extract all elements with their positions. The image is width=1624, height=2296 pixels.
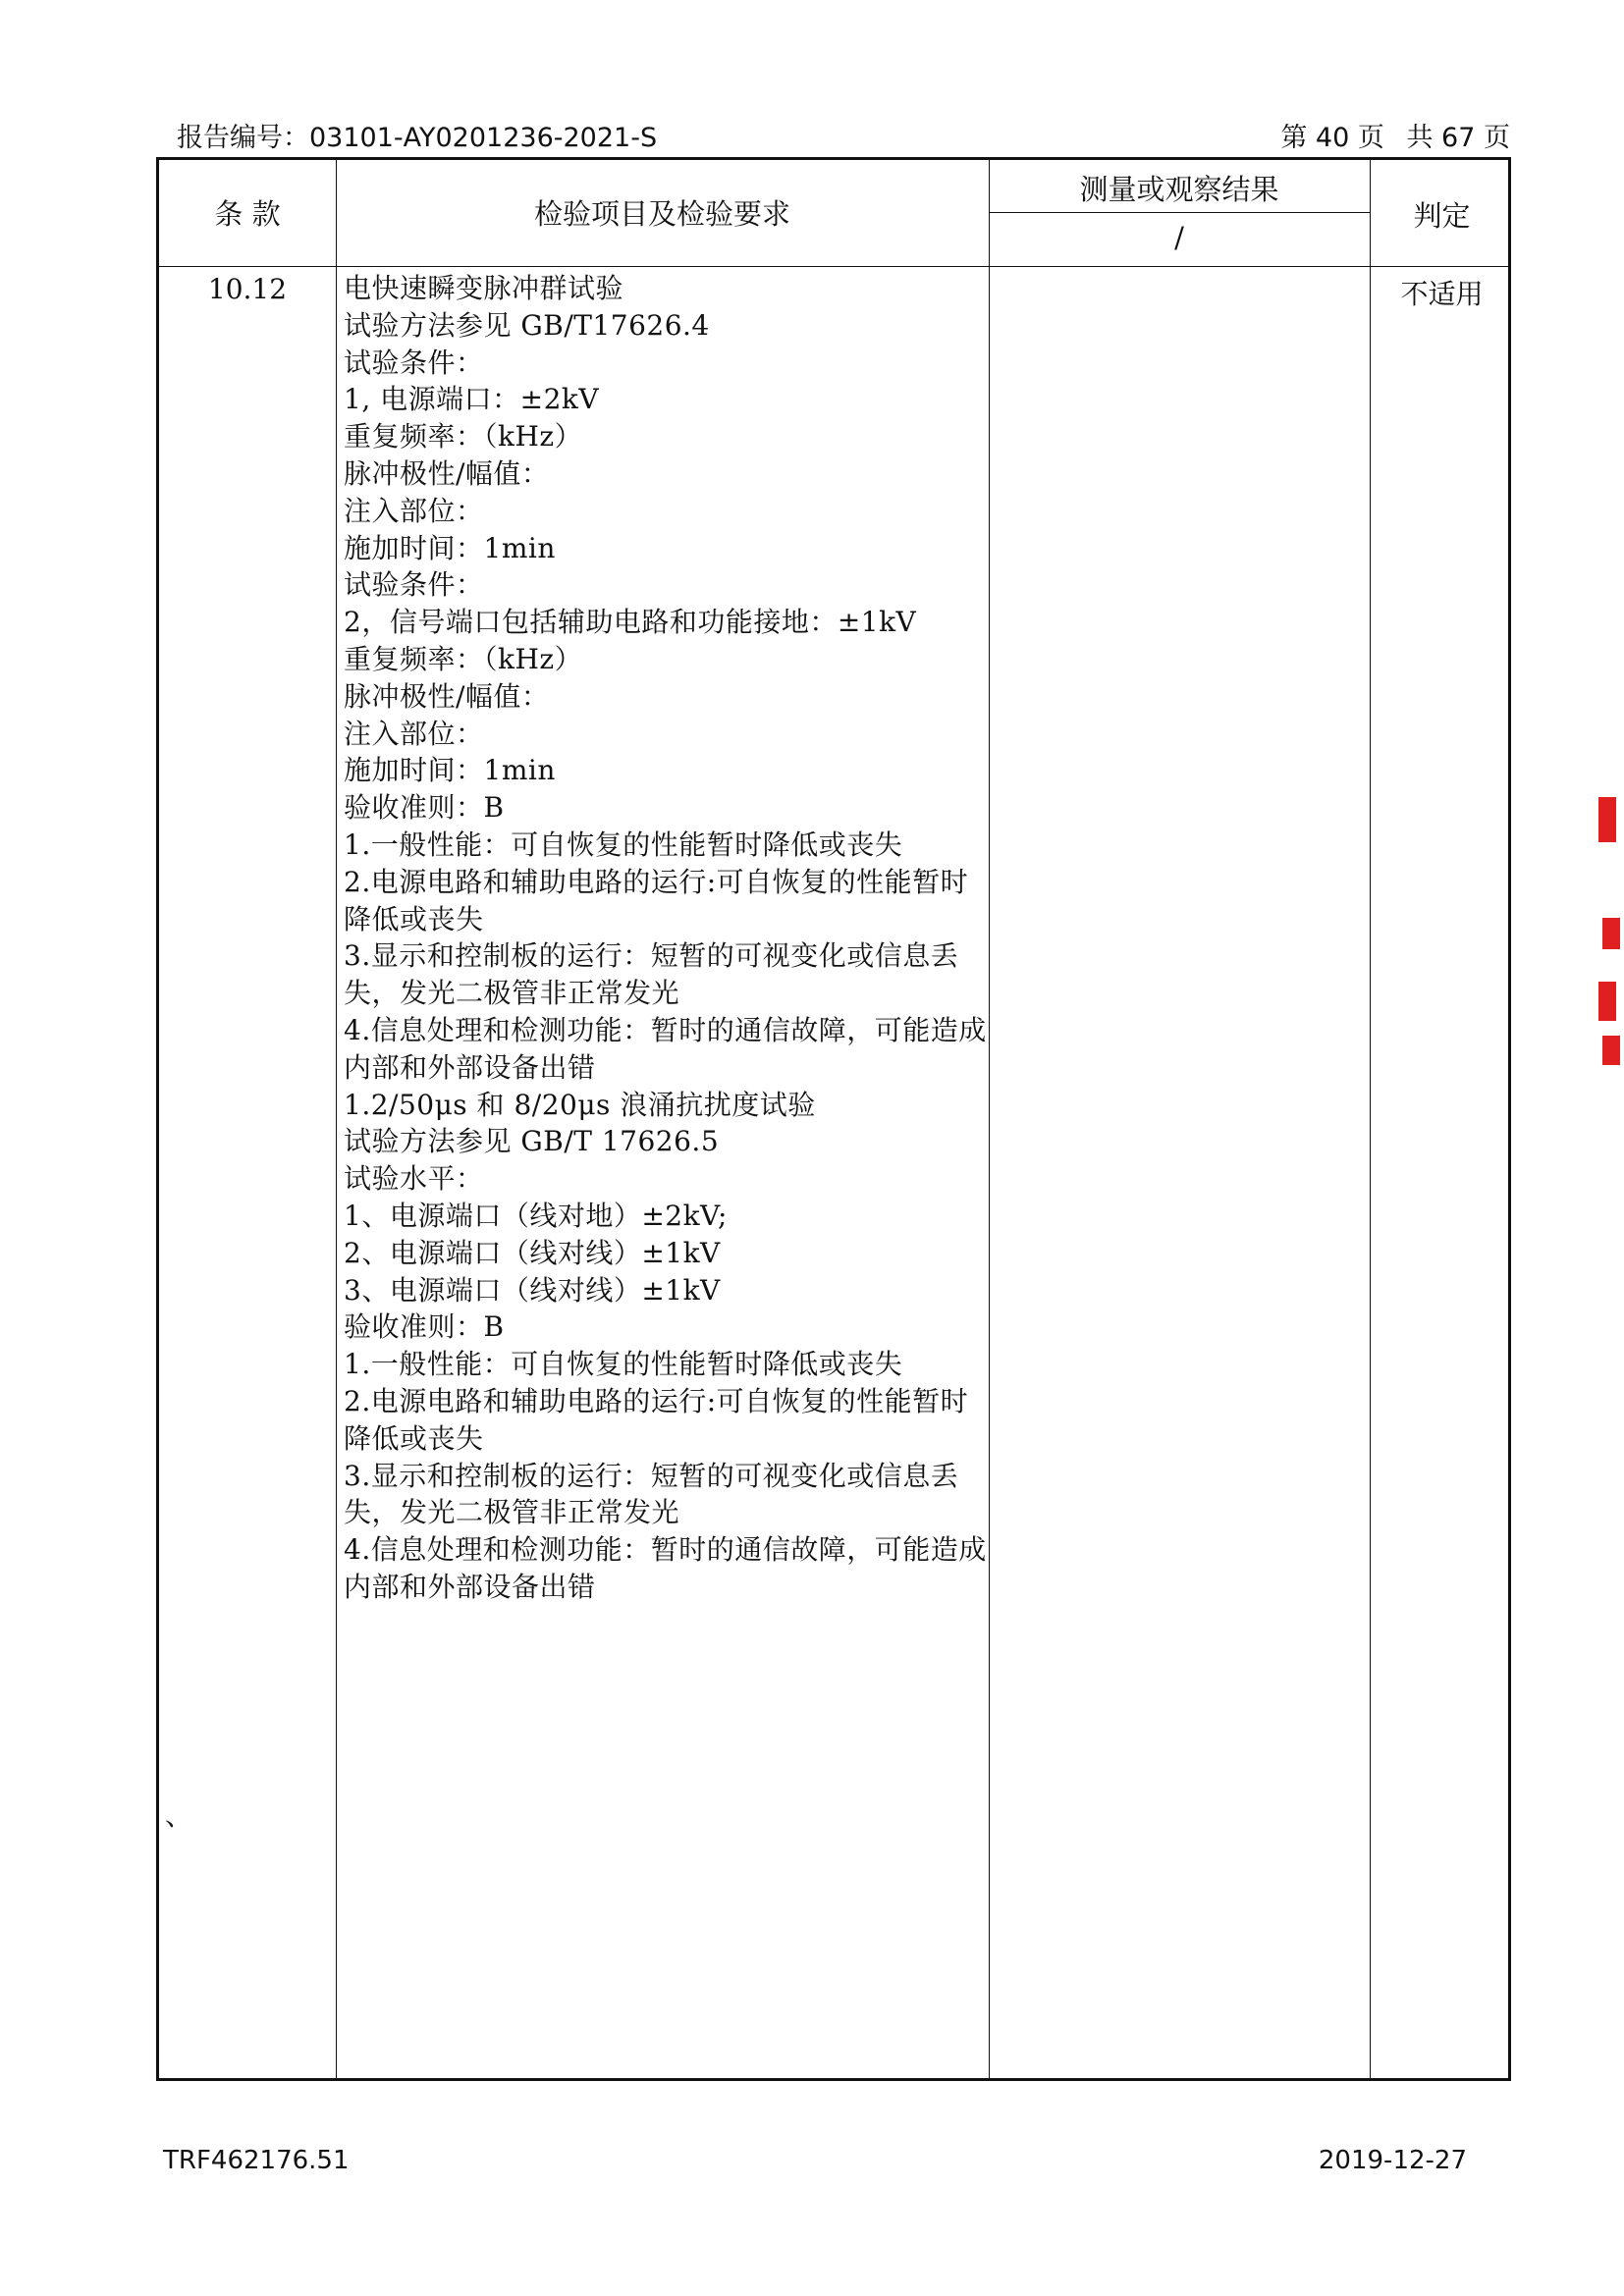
requirement-line: 注入部位： xyxy=(344,494,484,527)
requirement-line: 1, 电源端口：±2kV xyxy=(344,383,600,416)
page-header xyxy=(177,116,1510,155)
col-result-header: 测量或观察结果 xyxy=(1079,173,1279,206)
requirement-line: 4.信息处理和检测功能：暂时的通信故障，可能造成 xyxy=(344,1013,987,1046)
seal-mark xyxy=(1598,797,1616,842)
requirement-line: 电快速瞬变脉冲群试验 xyxy=(344,272,624,304)
requirement-line: 3.显示和控制板的运行：短暂的可视变化或信息丢 xyxy=(344,939,959,973)
requirement-line: 试验水平： xyxy=(344,1162,484,1196)
footer-date: 2019-12-27 xyxy=(1318,2146,1467,2175)
col-divider xyxy=(1370,160,1371,2078)
report-number: 报告编号：03101-AY0201236-2021-S xyxy=(177,123,658,153)
requirement-line: 内部和外部设备出错 xyxy=(344,1050,596,1084)
seal-mark xyxy=(1602,918,1620,949)
requirement-line: 1、电源端口（线对地）±2kV; xyxy=(344,1199,728,1232)
requirement-line: 重复频率：（kHz） xyxy=(344,420,583,454)
page-total: 共 67 页 xyxy=(1406,123,1510,153)
col-divider xyxy=(336,160,337,2078)
requirement-line: 试验方法参见 GB/T17626.4 xyxy=(344,308,710,342)
requirement-line: 注入部位： xyxy=(344,717,484,750)
col-requirement-header: 检验项目及检验要求 xyxy=(533,197,790,231)
requirement-line: 验收准则：B xyxy=(344,1310,505,1344)
requirement-line: 失，发光二极管非正常发光 xyxy=(344,977,680,1010)
col-verdict-header: 判定 xyxy=(1413,199,1471,233)
page-current: 第 40 页 xyxy=(1280,123,1384,153)
requirement-line: 降低或丧失 xyxy=(344,1421,484,1455)
requirement-line: 2.电源电路和辅助电路的运行:可自恢复的性能暂时 xyxy=(344,865,969,898)
requirement-line: 2.电源电路和辅助电路的运行:可自恢复的性能暂时 xyxy=(344,1384,969,1417)
requirement-line: 2、电源端口（线对线）±1kV xyxy=(344,1236,721,1269)
requirement-list xyxy=(344,270,987,1606)
requirement-line: 3、电源端口（线对线）±1kV xyxy=(344,1273,721,1307)
requirement-line: 2，信号端口包括辅助电路和功能接地：±1kV xyxy=(344,606,917,639)
requirement-line: 施加时间：1min xyxy=(344,754,556,787)
requirement-line: 3.显示和控制板的运行：短暂的可视变化或信息丢 xyxy=(344,1459,959,1492)
seal-mark xyxy=(1602,1036,1620,1065)
requirement-line: 重复频率：（kHz） xyxy=(344,642,583,675)
col-divider xyxy=(989,160,990,2078)
requirement-line: 失，发光二极管非正常发光 xyxy=(344,1496,680,1529)
requirement-line: 试验条件： xyxy=(344,568,484,602)
requirement-line: 脉冲极性/幅值： xyxy=(344,679,550,713)
requirement-line: 试验条件： xyxy=(344,346,484,379)
verdict-value: 不适用 xyxy=(1400,278,1484,310)
requirement-line: 脉冲极性/幅值： xyxy=(344,456,550,490)
col-clause-header: 条 款 xyxy=(214,197,281,231)
requirement-line: 降低或丧失 xyxy=(344,902,484,935)
clause-number: 10.12 xyxy=(207,273,288,305)
col-result-subheader: / xyxy=(1174,221,1184,254)
requirement-line: 4.信息处理和检测功能：暂时的通信故障，可能造成 xyxy=(344,1533,987,1567)
inspection-table xyxy=(156,157,1511,2081)
header-row-divider xyxy=(159,266,1508,267)
requirement-line: 施加时间：1min xyxy=(344,531,556,564)
page-indicator xyxy=(1267,116,1510,154)
stray-mark: 、 xyxy=(165,1799,193,1832)
seal-mark xyxy=(1598,982,1616,1021)
result-sub-divider xyxy=(989,212,1370,213)
requirement-line: 内部和外部设备出错 xyxy=(344,1570,596,1603)
form-number: TRF462176.51 xyxy=(163,2146,350,2175)
requirement-line: 1.一般性能：可自恢复的性能暂时降低或丧失 xyxy=(344,1348,903,1381)
requirement-line: 试验方法参见 GB/T 17626.5 xyxy=(344,1125,720,1158)
requirement-line: 1.一般性能：可自恢复的性能暂时降低或丧失 xyxy=(344,828,903,861)
requirement-line: 1.2/50μs 和 8/20μs 浪涌抗扰度试验 xyxy=(344,1088,816,1121)
requirement-line: 验收准则：B xyxy=(344,791,505,825)
